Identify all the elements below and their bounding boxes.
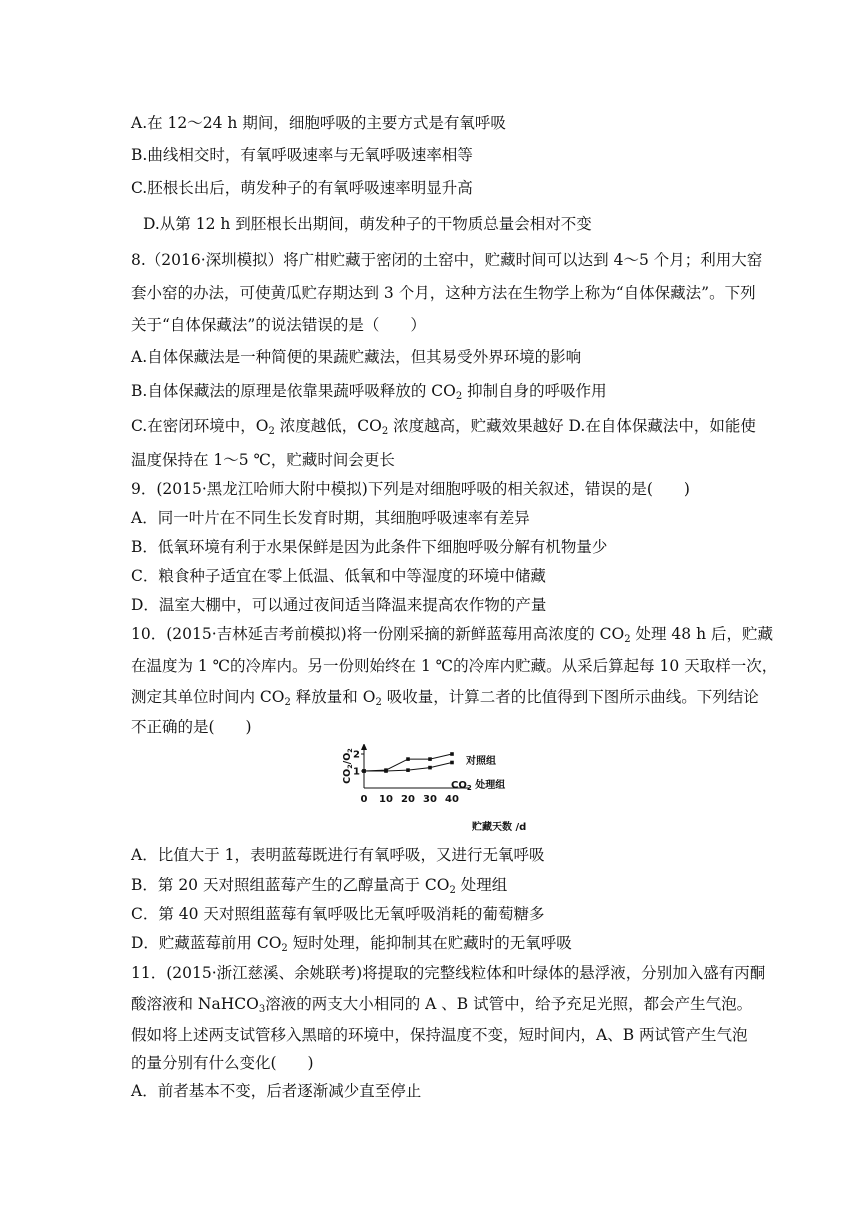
option-d-text: D.从第 12 h 到胚根长出期间，萌发种子的干物质总量会相对不变	[143, 215, 592, 233]
y-tick-1: 1	[353, 766, 360, 778]
question-9-option-d: D．温室大棚中，可以通过夜间适当降温来提高农作物的产量	[131, 596, 547, 614]
question-10-option-c: C．第 40 天对照组蓝莓有氧呼吸比无氧呼吸消耗的葡萄糖多	[131, 905, 545, 923]
series-1-point-1	[384, 769, 388, 773]
series-0-point-3	[428, 757, 432, 761]
option-b-text: B.曲线相交时，有氧呼吸速率与无氧呼吸速率相等	[131, 146, 473, 164]
question-10-option-a: A．比值大于 1，表明蓝莓既进行有氧呼吸，又进行无氧呼吸	[131, 846, 545, 864]
series-1-point-3	[428, 766, 432, 770]
option-a-text: A.在 12～24 h 期间，细胞呼吸的主要方式是有氧呼吸	[131, 114, 506, 132]
question-10-line-2: 在温度为 1 ℃的冷库内。另一份则始终在 1 ℃的冷库内贮藏。从采后算起每 10 天取样一次，	[131, 657, 778, 675]
y-tick-labels	[353, 750, 364, 778]
question-11-line-4: 的量分别有什么变化( )	[131, 1054, 314, 1072]
series-1-point-0	[362, 769, 366, 773]
question-8-option-a: A.自体保藏法是一种简便的果蔬贮藏法，但其易受外界环境的影响	[131, 348, 582, 366]
question-11-option-a: A．前者基本不变，后者逐渐减少直至停止	[131, 1082, 422, 1100]
question-9-option-a: A．同一叶片在不同生长发育时期，其细胞呼吸速率有差异	[131, 509, 530, 527]
question-9-option-c: C．粮食种子适宜在零上低温、低氧和中等湿度的环境中储藏	[131, 567, 546, 585]
question-10-line-1: 10．(2015·吉林延吉考前模拟)将一份刚采摘的新鲜蓝莓用高浓度的 $CO_2$ 处理 48 h 后，贮藏	[131, 625, 773, 645]
question-8-option-c: C.在密闭环境中，$O_2$ 浓度越低，$CO_2$ 浓度越高，贮藏效果越好 D.在自体保藏法中，如能使	[131, 417, 756, 437]
y-axis-label: $CO_2/O_2$	[342, 748, 354, 784]
series-1-point-2	[406, 768, 410, 772]
question-8-option-d: 温度保持在 1～5 ℃，贮藏时间会更长	[131, 451, 395, 469]
co2-o2-ratio-chart	[340, 744, 536, 836]
y-tick-2: 2	[353, 749, 360, 761]
legend-co2-label: $CO_2$ 处理组	[451, 780, 506, 792]
series-0-point-2	[406, 757, 410, 761]
legend-control-label: 对照组	[466, 756, 496, 767]
question-10-option-d: D．贮藏蓝莓前用 $CO_2$ 短时处理，能抑制其在贮藏时的无氧呼吸	[131, 934, 572, 954]
question-8-line-1: 8.（2016·深圳模拟）将广柑贮藏于密闭的土窑中，贮藏时间可以达到 4～5 个月；利用大窑	[131, 251, 763, 269]
x-tick-10: 10	[379, 794, 393, 805]
chart-series	[362, 752, 454, 773]
question-10-line-4: 不正确的是( )	[131, 718, 252, 736]
question-10-line-3: 测定其单位时间内 $CO_2$ 释放量和 $O_2$ 吸收量，计算二者的比值得到下图所示曲线。下列结论	[131, 688, 759, 708]
question-8-option-b: B.自体保藏法的原理是依靠果蔬呼吸释放的 $CO_2$ 抑制自身的呼吸作用	[131, 382, 607, 402]
question-11-line-2: 酸溶液和 NaHCO$_3$溶液的两支大小相同的 A 、B 试管中，给予充足光照，都会产生气泡。	[131, 995, 753, 1015]
x-tick-0: 0	[360, 794, 368, 805]
question-8-line-2: 套小窑的办法，可使黄瓜贮存期达到 3 个月，这种方法在生物学上称为“自体保藏法”。下列	[131, 284, 756, 302]
option-c-text: C.胚根长出后，萌发种子的有氧呼吸速率明显升高	[131, 179, 473, 197]
y-axis-arrow	[361, 744, 367, 750]
question-8-line-3: 关于“自体保藏法”的说法错误的是（ ）	[131, 316, 426, 334]
x-axis-label: 贮藏天数 /d	[472, 822, 527, 833]
x-tick-labels	[361, 794, 459, 805]
question-9-stem: 9．(2015·黑龙江哈师大附中模拟)下列是对细胞呼吸的相关叙述，错误的是( )	[131, 480, 690, 498]
series-0-point-4	[450, 752, 454, 756]
series-1-point-4	[450, 761, 454, 765]
question-11-line-1: 11．(2015·浙江慈溪、余姚联考)将提取的完整线粒体和叶绿体的悬浮液，分别加入盛有丙酮	[131, 964, 766, 982]
x-tick-30: 30	[423, 794, 437, 805]
question-11-line-3: 假如将上述两支试管移入黑暗的环境中，保持温度不变，短时间内，A、B 两试管产生气泡	[131, 1026, 748, 1044]
x-tick-40: 40	[445, 794, 459, 805]
question-9-option-b: B．低氧环境有利于水果保鲜是因为此条件下细胞呼吸分解有机物量少	[131, 538, 608, 556]
question-10-option-b: B．第 20 天对照组蓝莓产生的乙醇量高于 $CO_2$ 处理组	[131, 876, 508, 896]
x-tick-20: 20	[401, 794, 415, 805]
